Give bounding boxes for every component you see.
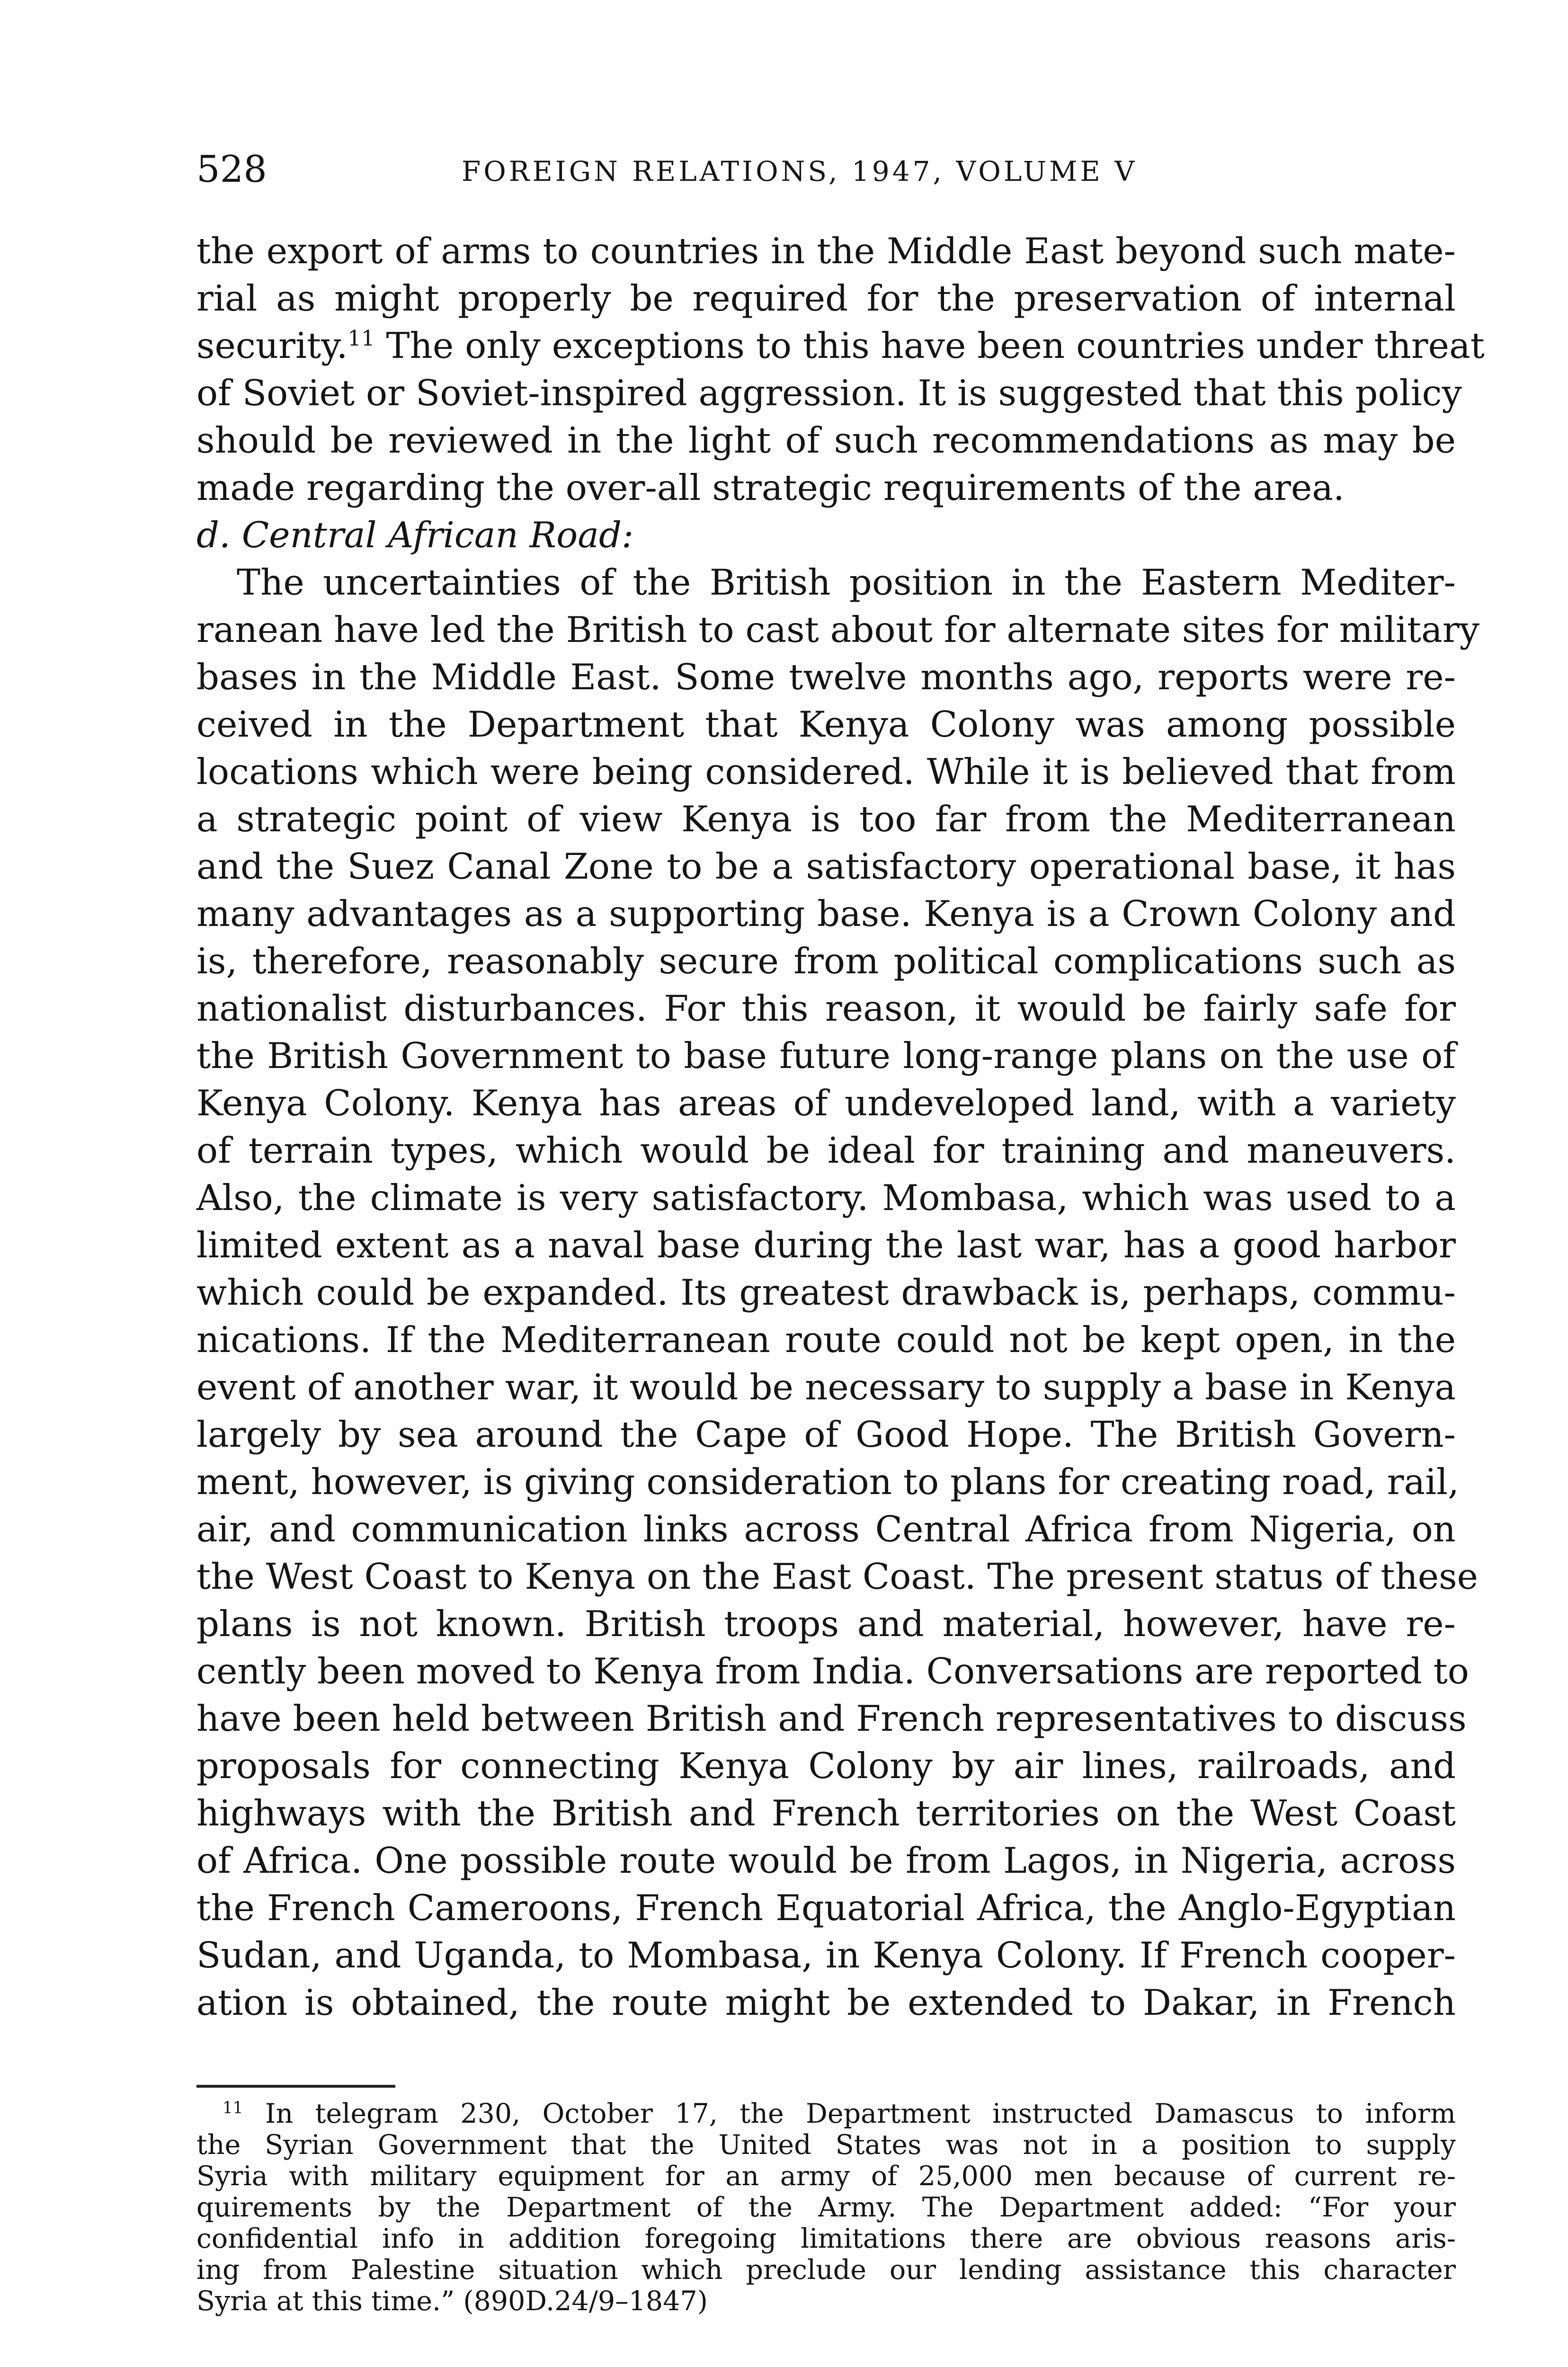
body-line-with-footnote-ref [196,322,1485,369]
body-line: ment, however, is giving consideration to plans for creating road, rail, [196,1461,1459,1503]
body-line: nationalist disturbances. For this reason, it would be fairly safe for [196,988,1456,1029]
page-header [196,143,1456,196]
body-line: a strategic point of view Kenya is too far from the Mediterranean [196,798,1456,840]
body-line: the French Cameroons, French Equatorial Africa, the Anglo-Egyptian [196,1887,1456,1929]
body-line: of Africa. One possible route would be from Lagos, in Nigeria, across [196,1840,1456,1881]
footnote-line: ing from Palestine situation which preclude our lending assistance this character [196,2254,1456,2286]
body-line: Kenya Colony. Kenya has areas of undeveloped land, with a variety [196,1082,1456,1124]
body-line: many advantages as a supporting base. Kenya is a Crown Colony and [196,893,1456,934]
body-text-segment: security. [196,325,348,366]
body-line: of Soviet or Soviet-inspired aggression. It is suggested that this policy [196,372,1462,414]
body-line: the West Coast to Kenya on the East Coast. The present status of these [196,1556,1478,1597]
body-line: Sudan, and Uganda, to Mombasa, in Kenya Colony. If French cooper- [196,1934,1456,1976]
body-line: largely by sea around the Cape of Good Hope. The British Govern- [196,1414,1456,1455]
footnote-marker: 11 [223,2099,243,2118]
body-line: rial as might properly be required for the preservation of internal [196,277,1456,319]
body-line: ceived in the Department that Kenya Colony was among possible [196,703,1456,745]
footnote-line: Syria at this time.” (890D.24/9–1847) [196,2286,708,2317]
running-head: FOREIGN RELATIONS, 1947, VOLUME V [462,155,1138,187]
body-line: made regarding the over-all strategic requirements of the area. [196,467,1345,508]
section-heading: d. Central African Road: [196,514,634,556]
footnote-line [223,2098,1456,2129]
body-line: highways with the British and French territories on the West Coast [196,1792,1456,1834]
footnote-line: quirements by the Department of the Army. The Department added: “For your [196,2192,1456,2223]
page-number: 528 [196,148,267,191]
footnote-reference[interactable]: 11 [347,326,375,351]
body-line: cently been moved to Kenya from India. Conversations are reported to [196,1650,1469,1692]
body-line: limited extent as a naval base during the last war, has a good harbor [196,1224,1456,1266]
footnote-divider [196,2085,395,2088]
body-line: event of another war, it would be necessary to supply a base in Kenya [196,1366,1456,1408]
body-line: The uncertainties of the British position in the Eastern Mediter- [237,561,1456,603]
footnote-text: In telegram 230, October 17, the Department instructed Damascus to inform [265,2098,1456,2129]
body-line: should be reviewed in the light of such recommendations as may be [196,419,1456,461]
body-line: nications. If the Mediterranean route could not be kept open, in the [196,1319,1456,1361]
body-line: the British Government to base future long-range plans on the use of [196,1035,1456,1077]
body-line: plans is not known. British troops and material, however, have re- [196,1603,1456,1645]
body-line: bases in the Middle East. Some twelve months ago, reports were re- [196,656,1456,698]
body-line: ation is obtained, the route might be extended to Dakar, in French [196,1982,1456,2023]
body-line: the export of arms to countries in the Middle East beyond such mate- [196,230,1456,272]
body-line: have been held between British and French representatives to discuss [196,1698,1467,1739]
footnote-line: the Syrian Government that the United States was not in a position to supply [196,2129,1456,2161]
footnote-line: confidential info in addition foregoing limitations there are obvious reasons aris- [196,2223,1456,2254]
body-line: proposals for connecting Kenya Colony by air lines, railroads, and [196,1745,1456,1787]
body-line: ranean have led the British to cast about for alternate sites for military [196,609,1479,650]
footnote-line: Syria with military equipment for an army of 25,000 men because of current re- [196,2161,1456,2192]
body-text-segment: The only exceptions to this have been countries under threat [386,325,1485,366]
body-line: locations which were being considered. While it is believed that from [196,751,1456,792]
body-line: Also, the climate is very satisfactory. Mombasa, which was used to a [196,1177,1456,1219]
body-line: and the Suez Canal Zone to be a satisfactory operational base, it has [196,845,1456,887]
body-line: which could be expanded. Its greatest drawback is, perhaps, commu- [196,1272,1456,1313]
body-line: is, therefore, reasonably secure from political complications such as [196,940,1456,982]
body-line: of terrain types, which would be ideal for training and maneuvers. [196,1130,1456,1171]
body-line: air, and communication links across Central Africa from Nigeria, on [196,1508,1456,1550]
